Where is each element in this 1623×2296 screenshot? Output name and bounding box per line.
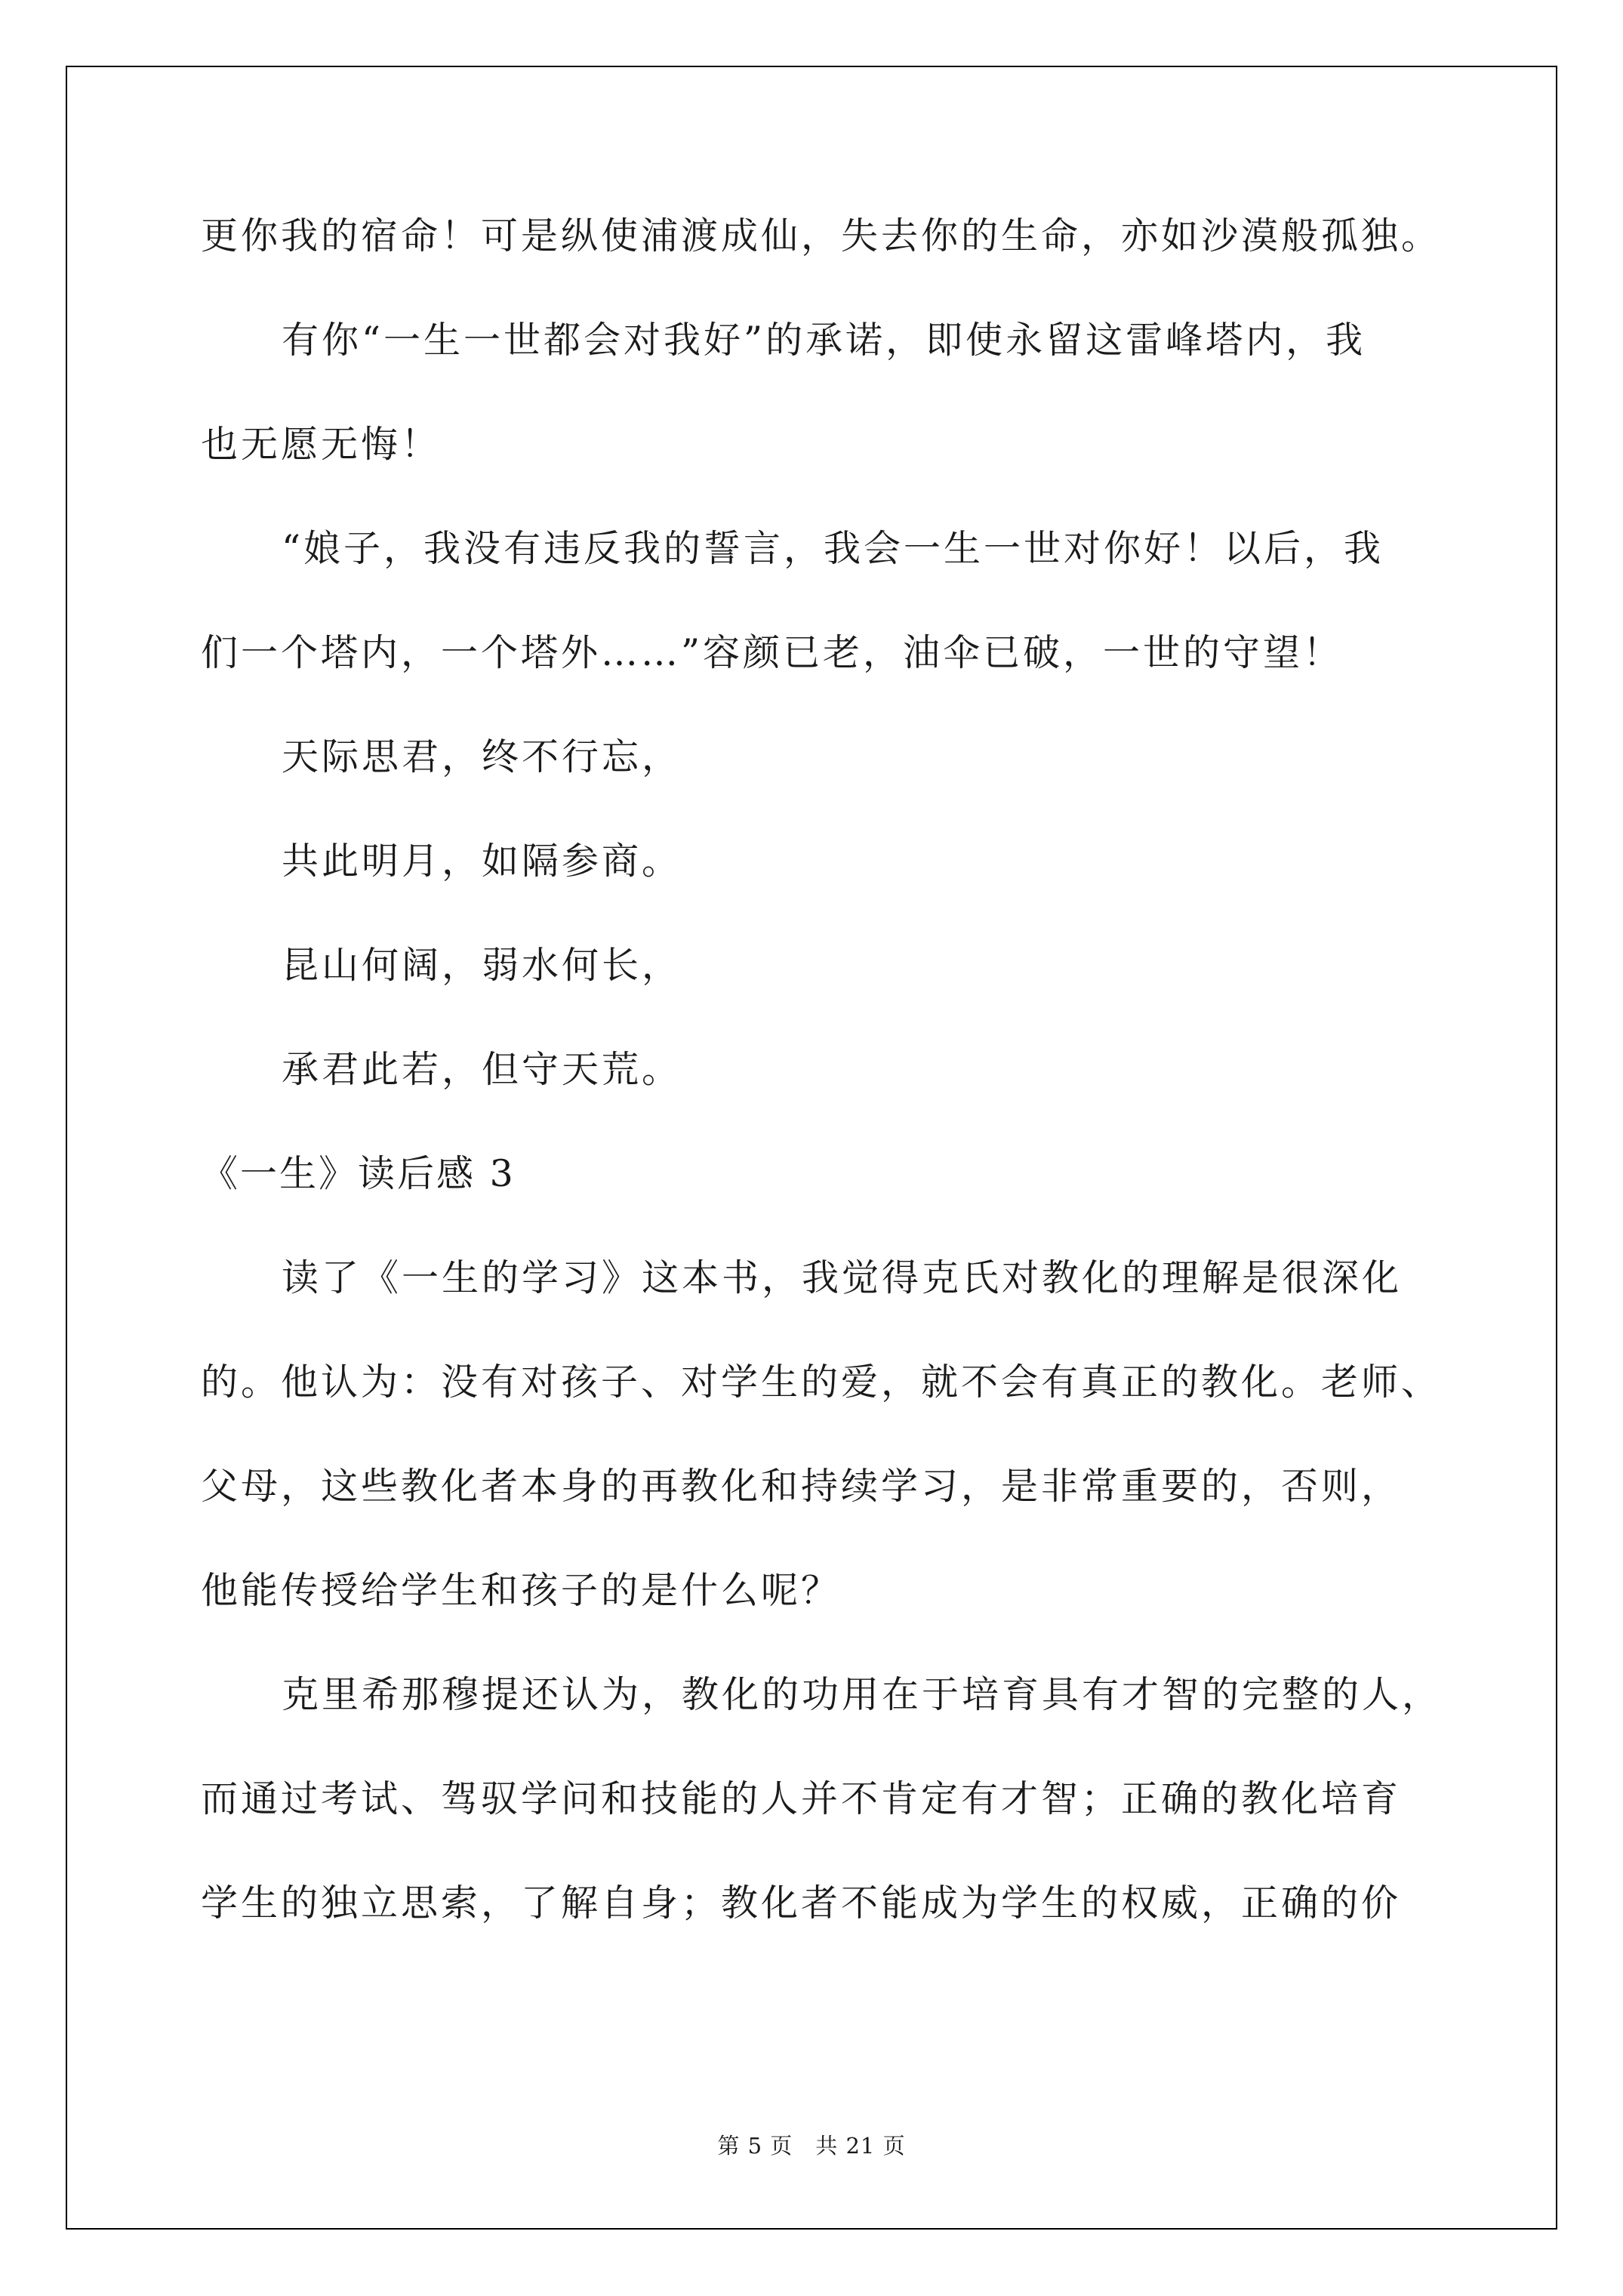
poem-line: 天际思君，终不行忘，	[282, 735, 682, 778]
paragraph-line: 们一个塔内，一个塔外……”容颜已老，油伞已破，一世的守望！	[201, 631, 1344, 674]
paragraph-line: 读了《一生的学习》这本书，我觉得克氏对教化的理解是很深化	[282, 1256, 1403, 1299]
poem-line: 承君此若，但守天荒。	[282, 1048, 682, 1091]
page-number-footer: 第 5 页 共 21 页	[717, 2133, 906, 2159]
paragraph-line: 父母，这些教化者本身的再教化和持续学习，是非常重要的，否则，	[201, 1465, 1402, 1508]
paragraph-line: 克里希那穆提还认为，教化的功用在于培育具有才智的完整的人，	[282, 1673, 1443, 1716]
paragraph-line: 也无愿无悔！	[201, 423, 442, 466]
paragraph-line: 的。他认为：没有对孩子、对学生的爱，就不会有真正的教化。老师、	[201, 1361, 1442, 1404]
paragraph-line: 他能传授给学生和孩子的是什么呢？	[201, 1569, 842, 1612]
poem-line: 共此明月，如隔参商。	[282, 840, 682, 883]
document-body	[201, 214, 1443, 1989]
paragraph-line: 有你“一生一世都会对我好”的承诺，即使永留这雷峰塔内，我	[282, 319, 1366, 362]
poem-line: 昆山何阔，弱水何长，	[282, 944, 682, 987]
paragraph-line: 更你我的宿命！可是纵使浦渡成仙，失去你的生命，亦如沙漠般孤独。	[201, 214, 1442, 257]
paragraph-line: 学生的独立思索，了解自身；教化者不能成为学生的权威，正确的价	[201, 1881, 1402, 1925]
paragraph-line: 而通过考试、驾驭学问和技能的人并不肯定有才智；正确的教化培育	[201, 1777, 1402, 1820]
paragraph-line: “娘子，我没有违反我的誓言，我会一生一世对你好！以后，我	[282, 527, 1384, 570]
section-heading: 《一生》读后感 3	[201, 1152, 516, 1195]
